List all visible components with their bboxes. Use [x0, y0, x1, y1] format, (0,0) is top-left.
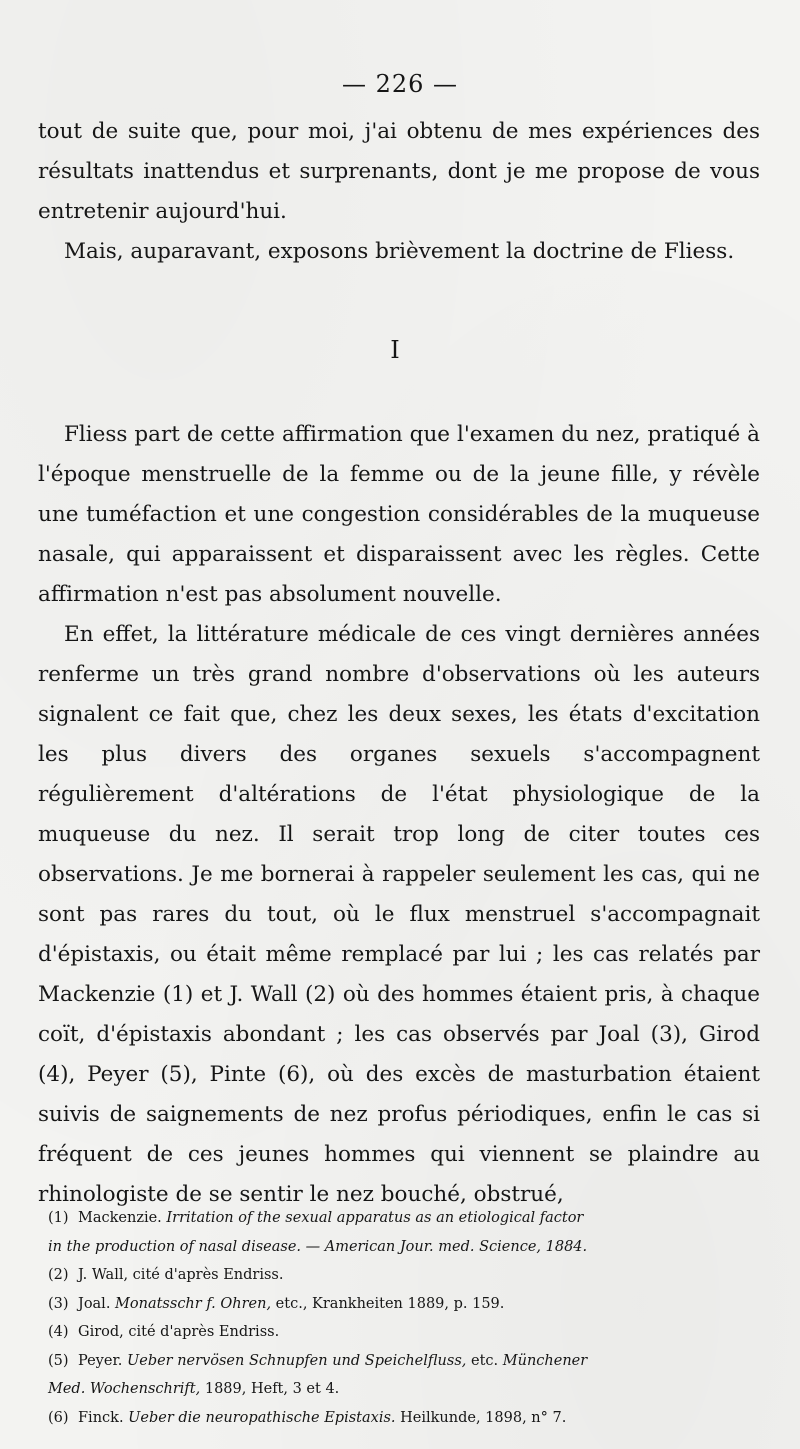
- footnote-author: Finck.: [78, 1409, 124, 1426]
- footnotes: [48, 1204, 764, 1432]
- footnote-title: Irritation of the sexual apparatus as an etiological factor: [166, 1210, 584, 1226]
- footnote-author: Joal.: [78, 1295, 111, 1312]
- footnote-source: — American Jour. med. Science, 1884.: [301, 1238, 588, 1255]
- footnote-author: Mackenzie.: [78, 1210, 162, 1226]
- footnote-text: J. Wall, cité d'après Endriss.: [78, 1267, 284, 1283]
- footnote-2: [48, 1261, 764, 1290]
- footnote-number: (6): [48, 1409, 69, 1426]
- footnote-3: [48, 1290, 764, 1319]
- footnote-mid: etc.: [466, 1352, 503, 1369]
- paragraph: tout de suite que, pour moi, j'ai obtenu de mes expériences des résultats inattendus et surprenants, dont je me propose de vous entretenir aujourd'hui.: [38, 119, 760, 224]
- footnote-number: (2): [48, 1267, 69, 1283]
- footnote-1-continued: [48, 1233, 764, 1262]
- footnote-number: (1): [48, 1210, 69, 1226]
- footnote-5-continued: [48, 1375, 764, 1404]
- paragraph: En effet, la littérature médicale de ces vingt dernières années renferme un très grand nombre d'observations où les auteurs signalent ce fait que, chez les deux sexes, les états d'excitation les plus divers des organes sexuels s'accompagnent régulièrement d'altérations de l'état physiologique de la muqueuse du nez. Il serait trop long de citer toutes ces observations. Je me bornerai à rappeler seulement les cas, qui ne sont pas rares du tout, où le flux menstruel s'accompagnait d'épistaxis, ou était même remplacé par lui ; les cas relatés par Mackenzie (1) et J. Wall (2) où des hommes étaient pris, à chaque coït, d'épistaxis abondant ; les cas observés par Joal (3), Girod (4), Peyer (5), Pinte (6), où des excès de masturbation étaient suivis de saignements de nez profus périodiques, enfin le cas si fréquent de ces jeunes hommes qui viennent se plaindre au rhinologiste de se sentir le nez bouché, obstrué,: [38, 622, 760, 1207]
- footnote-title: in the production of nasal disease.: [48, 1238, 302, 1255]
- section-heading: I: [390, 336, 400, 364]
- paragraph: Fliess part de cette affirmation que l'examen du nez, pratiqué à l'époque menstruelle de la femme ou de la jeune fille, y révèle une tuméfaction et une congestion considérables de la muqueuse nasale, qui apparaissent et disparaissent avec les règles. Cette affirmation n'est pas absolument nouvelle.: [38, 422, 760, 607]
- footnote-author: Peyer.: [78, 1352, 123, 1369]
- footnote-journal: Med. Wochenschrift,: [48, 1381, 201, 1397]
- footnote-title: Monatsschr f. Ohren,: [115, 1295, 272, 1312]
- footnote-journal: Münchener: [502, 1352, 588, 1369]
- footnote-6: [48, 1404, 764, 1433]
- section-text: [38, 415, 760, 1215]
- footnote-text: Girod, cité d'après Endriss.: [78, 1324, 280, 1340]
- footnote-number: (5): [48, 1352, 69, 1369]
- footnote-title: Ueber nervösen Schnupfen und Speichelfluss,: [127, 1352, 467, 1369]
- page-number: — 226 —: [341, 70, 459, 98]
- footnote-number: (3): [48, 1295, 69, 1312]
- footnote-title: Ueber die neuropathische Epistaxis.: [128, 1409, 396, 1426]
- paragraph: Mais, auparavant, exposons brièvement la doctrine de Fliess.: [64, 239, 735, 264]
- footnote-number: (4): [48, 1324, 69, 1340]
- footnote-4: [48, 1318, 764, 1347]
- footnote-1: [48, 1204, 764, 1233]
- footnote-5: [48, 1347, 764, 1376]
- footnote-source: Heilkunde, 1898, n° 7.: [395, 1409, 567, 1426]
- footnote-source: etc., Krankheiten 1889, p. 159.: [271, 1295, 505, 1312]
- intro-text: [38, 112, 760, 272]
- footnote-source: 1889, Heft, 3 et 4.: [200, 1381, 340, 1397]
